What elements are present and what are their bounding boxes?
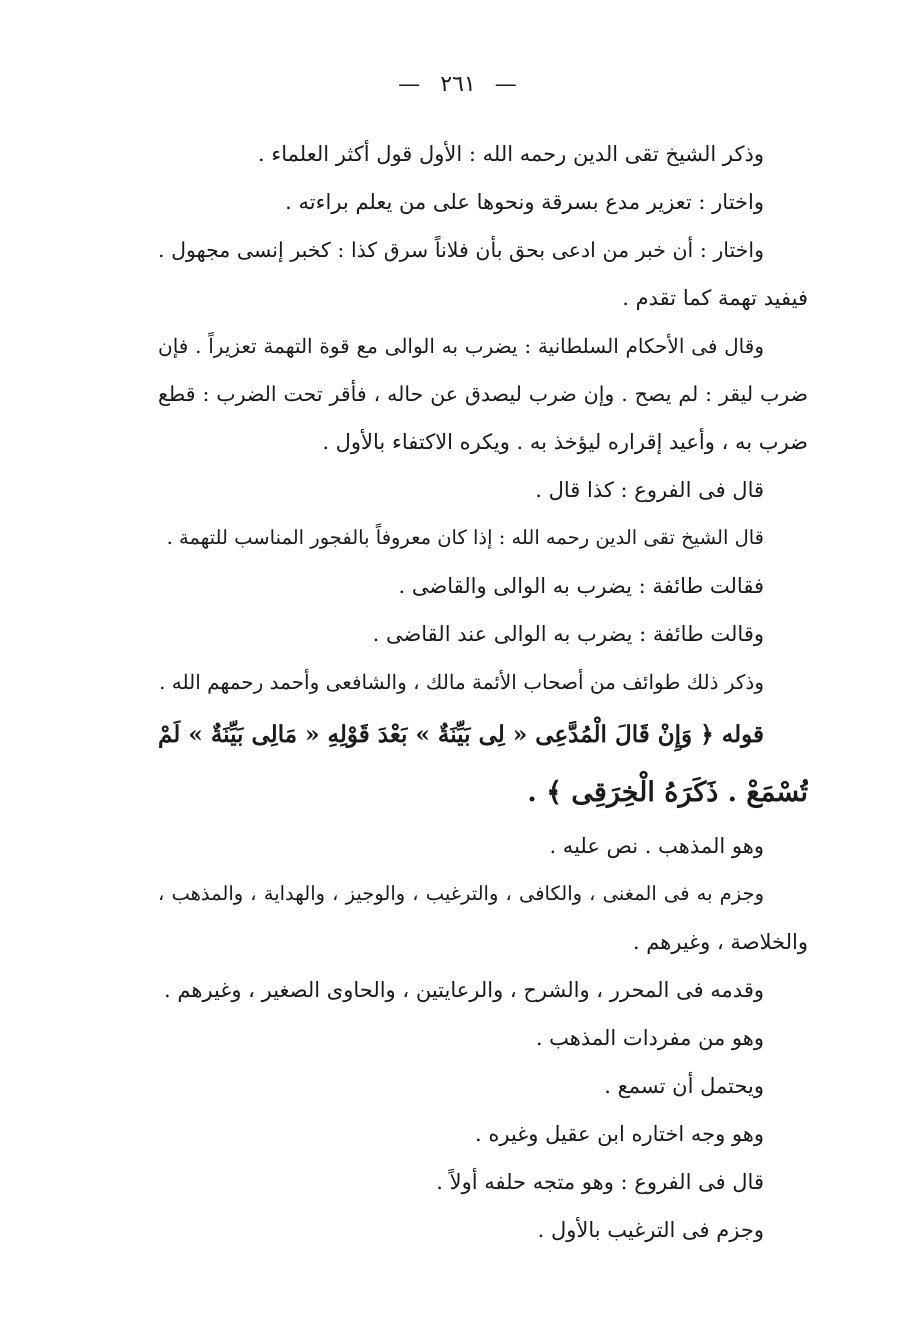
page-number-value: ٢٦١ bbox=[440, 72, 476, 97]
text-line: والخلاصة ، وغيرهم . bbox=[632, 930, 808, 954]
quoted-matn-line: قوله ﴿ وَإِنْ قَالَ الْمُدَّعِى « لِى بَيِّنَةٌ » بَعْدَ قَوْلِهِ « مَالِى بَيِّنَةٌ » لَمْ bbox=[158, 721, 764, 748]
text-line: وذكر ذلك طوائف من أصحاب الأئمة مالك ، والشافعى وأحمد رحمهم الله . bbox=[159, 670, 764, 694]
text-line: ضرب به ، وأعيد إقراره ليؤخذ به . ويكره الاكتفاء بالأول . bbox=[322, 430, 808, 454]
text-line: وقال فى الأحكام السلطانية : يضرب به الوالى مع قوة التهمة تعزيراً . فإن bbox=[158, 334, 764, 358]
text-line: واختار : أن خبر من ادعى بحق بأن فلاناً سرق كذا : كخبر إنسى مجهول . bbox=[158, 238, 764, 262]
text-line: قال الشيخ تقى الدين رحمه الله : إذا كان معروفاً بالفجور المناسب للتهمة . bbox=[166, 526, 764, 549]
text-line: وهو وجه اختاره ابن عقيل وغيره . bbox=[475, 1122, 764, 1146]
text-line: وجزم فى الترغيب بالأول . bbox=[537, 1218, 764, 1242]
text-line: وقالت طائفة : يضرب به الوالى عند القاضى . bbox=[372, 622, 764, 646]
text-line: وذكر الشيخ تقى الدين رحمه الله : الأول قول أكثر العلماء . bbox=[258, 142, 764, 166]
page-number-dash-left: — bbox=[398, 72, 422, 97]
text-line: واختار : تعزير مدع بسرقة ونحوها على من يعلم براءته . bbox=[285, 190, 764, 214]
text-line: ضرب ليقر : لم يصح . وإن ضرب ليصدق عن حاله ، فأقر تحت الضرب : قطع bbox=[158, 382, 808, 406]
text-line: قال فى الفروع : كذا قال . bbox=[535, 478, 764, 502]
text-line: وهو المذهب . نص عليه . bbox=[549, 834, 764, 858]
text-line: فقالت طائفة : يضرب به الوالى والقاضى . bbox=[398, 574, 764, 598]
text-line: ويحتمل أن تسمع . bbox=[604, 1074, 764, 1098]
page-number bbox=[0, 72, 916, 97]
text-line: وجزم به فى المغنى ، والكافى ، والترغيب ، والوجيز ، والهداية ، والمذهب ، bbox=[158, 882, 764, 905]
body-text bbox=[158, 130, 808, 1254]
quoted-matn-line: تُسْمَعْ . ذَكَرَهُ الْخِرَقِى ﴾ . bbox=[527, 777, 808, 808]
text-line: قال فى الفروع : وهو متجه حلفه أولاً . bbox=[436, 1170, 764, 1194]
text-line: وهو من مفردات المذهب . bbox=[535, 1026, 764, 1050]
page-number-dash-right: — bbox=[494, 72, 518, 97]
text-line: وقدمه فى المحرر ، والشرح ، والرعايتين ، والحاوى الصغير ، وغيرهم . bbox=[164, 978, 764, 1002]
text-line: فيفيد تهمة كما تقدم . bbox=[622, 286, 808, 310]
